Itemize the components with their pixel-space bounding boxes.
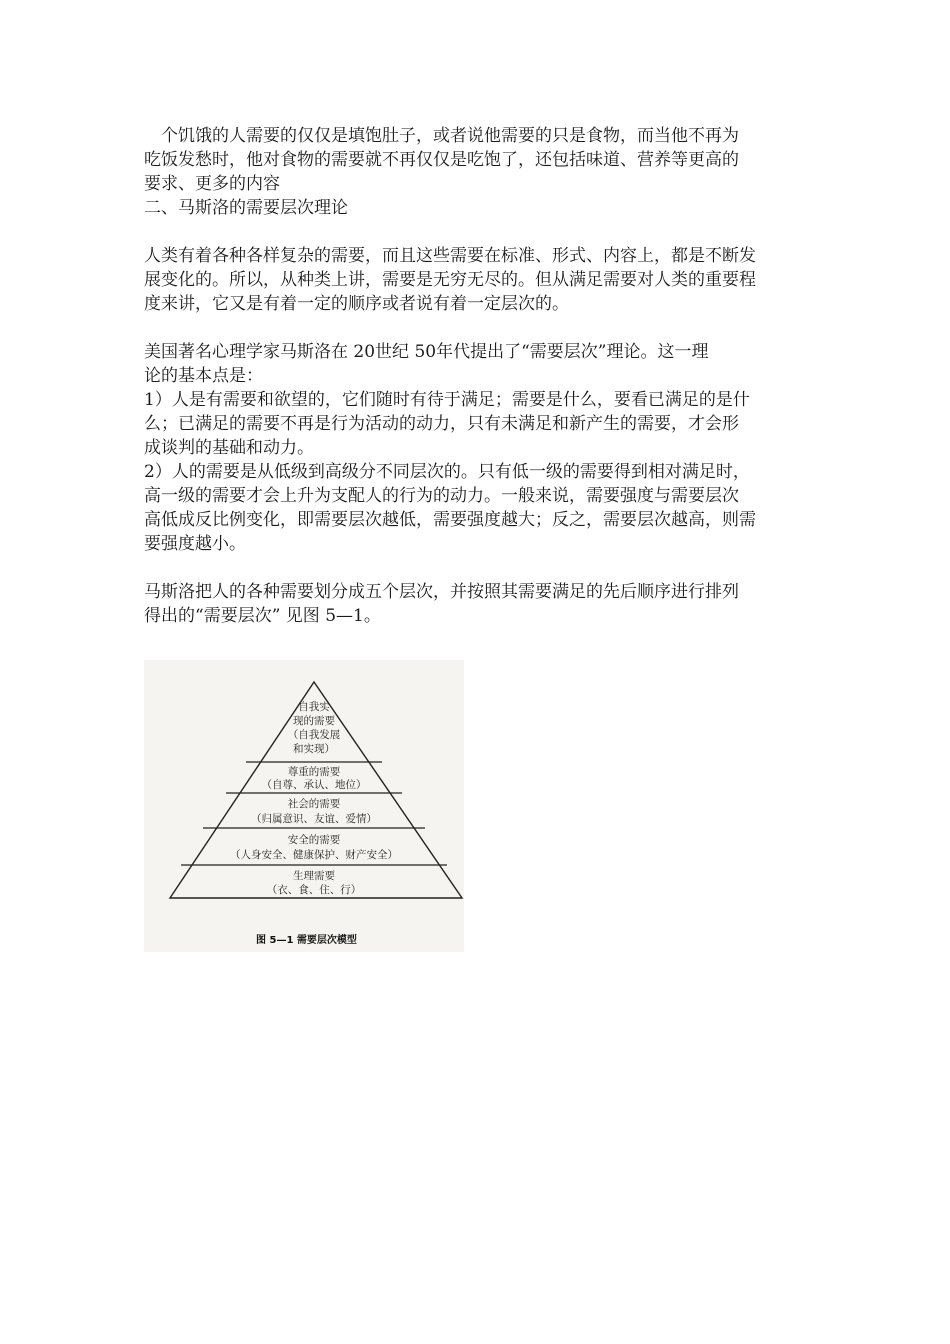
- level-description: （归属意识、友谊、爱情）: [251, 813, 377, 825]
- list-item-line: 高一级的需要才会上升为支配人的行为的动力。一般来说，需要强度与需要层次: [144, 486, 739, 506]
- list-item-line: 1）人是有需要和欲望的，它们随时有待于满足；需要是什么，要看已满足的是什: [144, 390, 750, 410]
- hierarchy-of-needs-figure: [144, 660, 464, 952]
- level-description: （人身安全、健康保护、财产安全）: [230, 849, 398, 861]
- paragraph-line: 度来讲，它又是有着一定的顺序或者说有着一定层次的。: [144, 294, 569, 314]
- level-description: （自我发展: [287, 729, 341, 741]
- list-item-line: 么；已满足的需要不再是行为活动的动力，只有未满足和新产生的需要，才会形: [144, 414, 739, 434]
- paragraph-line: 美国著名心理学家马斯洛在 20世纪 50年代提出了“需要层次”理论。这一理: [144, 342, 709, 362]
- level-label: 自我实: [298, 701, 330, 713]
- level-label: 尊重的需要: [287, 766, 341, 778]
- level-description: （自尊、承认、地位）: [261, 779, 367, 791]
- paragraph-line: 人类有着各种各样复杂的需要，而且这些需要在标准、形式、内容上，都是不断发: [144, 246, 756, 266]
- level-label: 安全的需要: [287, 834, 341, 846]
- paragraph-line: 马斯洛把人的各种需要划分成五个层次，并按照其需要满足的先后顺序进行排列: [144, 582, 739, 602]
- level-description: （衣、食、住、行）: [266, 884, 362, 896]
- paragraph-line: 得出的“需要层次” 见图 5—1。: [144, 606, 381, 626]
- level-label: 生理需要: [293, 870, 335, 882]
- list-item-line: 成谈判的基础和动力。: [144, 438, 314, 458]
- list-item-line: 2）人的需要是从低级到高级分不同层次的。只有低一级的需要得到相对满足时，: [144, 462, 750, 482]
- paragraph-line: 论的基本点是：: [144, 366, 263, 386]
- paragraph-line: 个饥饿的人需要的仅仅是填饱肚子，或者说他需要的只是食物，而当他不再为: [144, 126, 739, 146]
- section-heading: 二、马斯洛的需要层次理论: [144, 198, 348, 218]
- paragraph-line: 吃饭发愁时，他对食物的需要就不再仅仅是吃饱了，还包括味道、营养等更高的: [144, 150, 739, 170]
- paragraph-line: 展变化的。所以，从种类上讲，需要是无穷无尽的。但从满足需要对人类的重要程: [144, 270, 756, 290]
- level-description: 和实现）: [293, 743, 335, 755]
- level-label: 社会的需要: [287, 798, 341, 810]
- list-item-line: 要强度越小。: [144, 534, 246, 554]
- level-label: 现的需要: [293, 715, 335, 727]
- paragraph-line: 要求、更多的内容: [144, 174, 280, 194]
- pyramid-diagram: [144, 660, 464, 952]
- list-item-line: 高低成反比例变化，即需要层次越低，需要强度越大；反之，需要层次越高，则需: [144, 510, 756, 530]
- figure-caption: 图 5—1 需要层次模型: [256, 935, 357, 946]
